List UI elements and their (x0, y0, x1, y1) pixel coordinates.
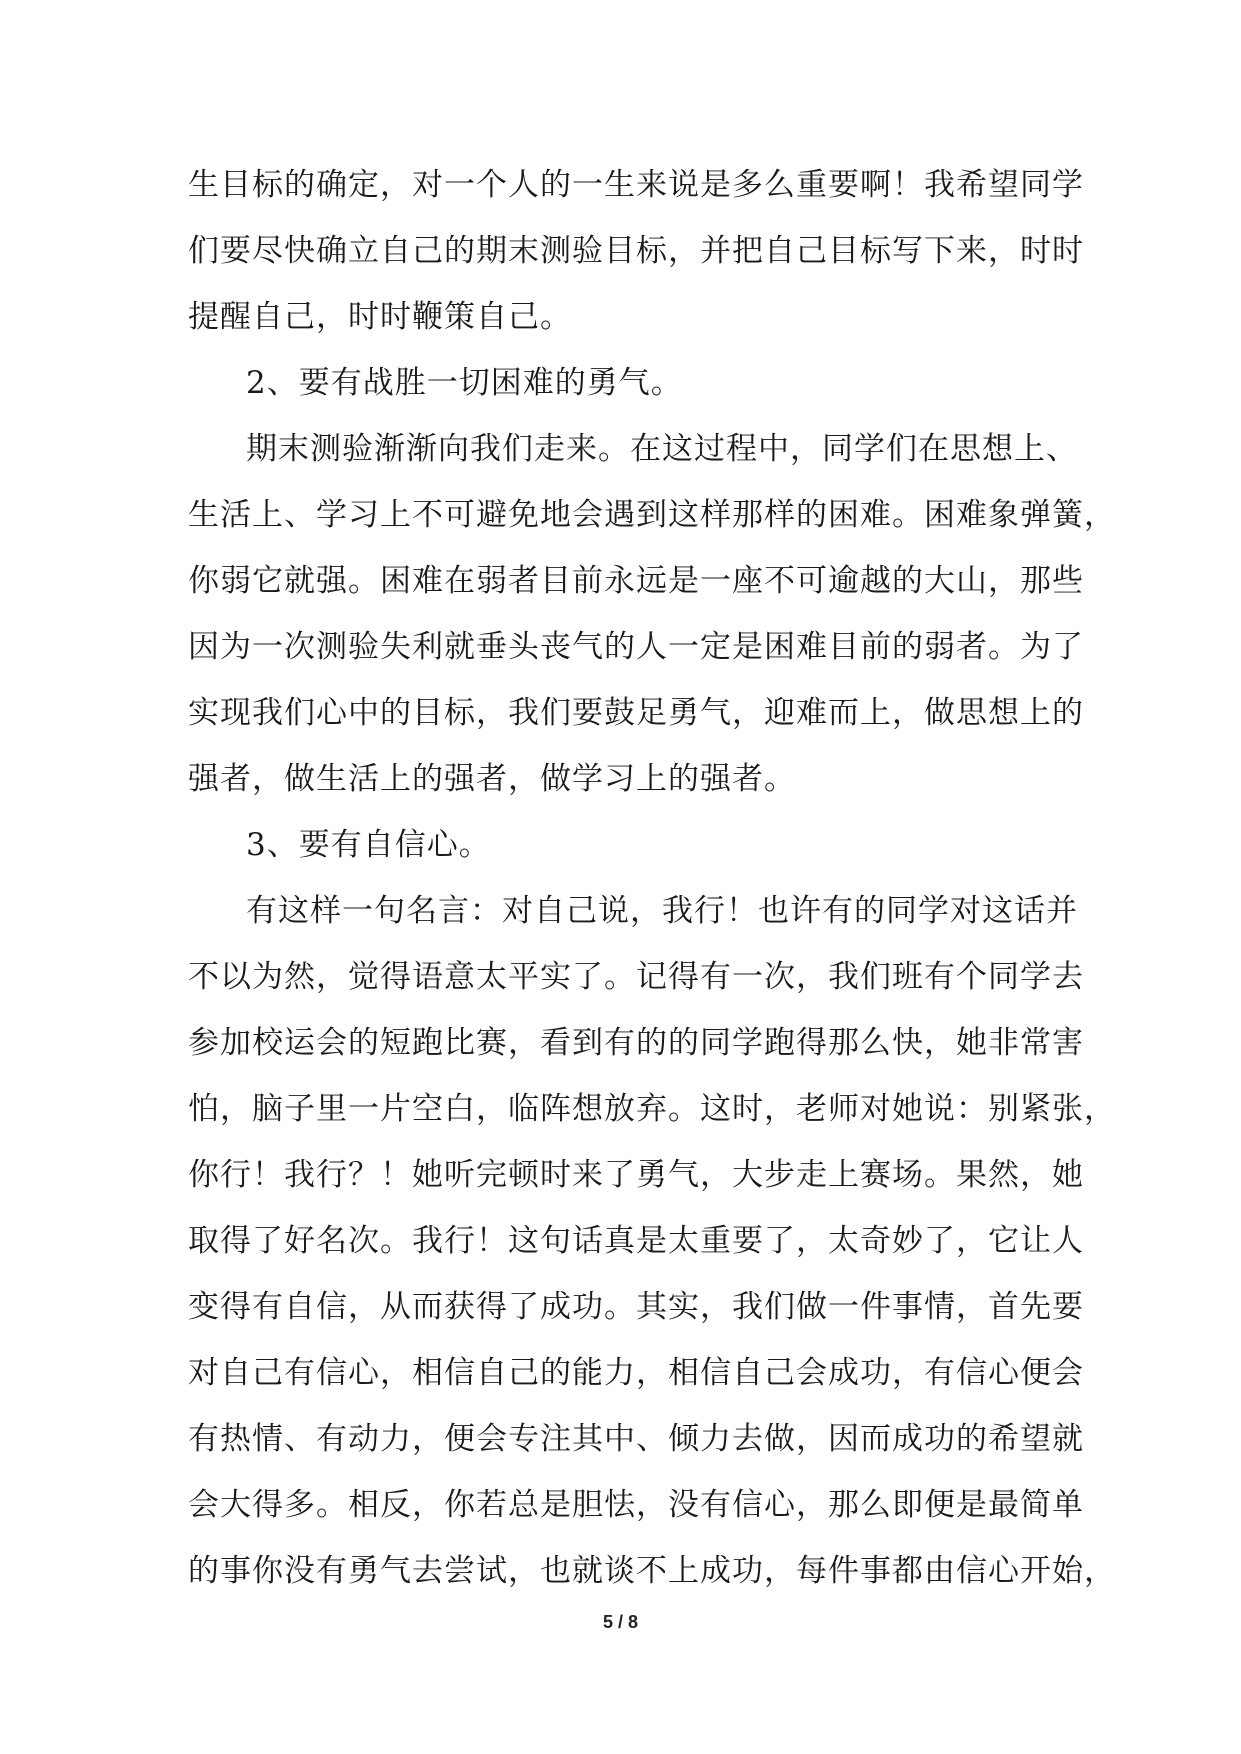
text-line: 会大得多。相反，你若总是胆怯，没有信心，那么即便是最简单 (188, 1487, 1084, 1523)
text-line: 怕，脑子里一片空白，临阵想放弃。这时，老师对她说：别紧张， (188, 1091, 1116, 1127)
text-line: 取得了好名次。我行！这句话真是太重要了，太奇妙了，它让人 (188, 1223, 1084, 1259)
text-line: 不以为然，觉得语意太平实了。记得有一次，我们班有个同学去 (188, 959, 1084, 995)
text-line: 变得有自信，从而获得了成功。其实，我们做一件事情，首先要 (188, 1289, 1084, 1325)
text-line: 参加校运会的短跑比赛，看到有的的同学跑得那么快，她非常害 (188, 1025, 1084, 1061)
text-line: 你行！我行？！她听完顿时来了勇气，大步走上赛场。果然，她 (188, 1157, 1084, 1193)
text-line: 有这样一句名言：对自己说，我行！也许有的同学对这话并 (246, 893, 1078, 929)
text-line: 期末测验渐渐向我们走来。在这过程中，同学们在思想上、 (246, 431, 1078, 467)
page-number: 5 / 8 (602, 1612, 639, 1632)
text-line: 有热情、有动力，便会专注其中、倾力去做，因而成功的希望就 (188, 1421, 1084, 1457)
text-line: 生活上、学习上不可避免地会遇到这样那样的困难。困难象弹簧， (188, 497, 1116, 533)
text-line: 的事你没有勇气去尝试，也就谈不上成功，每件事都由信心开始， (188, 1553, 1116, 1589)
text-line: 们要尽快确立自己的期末测验目标，并把自己目标写下来，时时 (188, 233, 1084, 269)
text-line: 提醒自己，时时鞭策自己。 (188, 299, 572, 335)
text-line: 你弱它就强。困难在弱者目前永远是一座不可逾越的大山，那些 (188, 563, 1084, 599)
body-text (188, 152, 1116, 1604)
text-line: 实现我们心中的目标，我们要鼓足勇气，迎难而上，做思想上的 (188, 695, 1084, 731)
section-heading: 2、要有战胜一切困难的勇气。 (246, 365, 683, 401)
text-line: 强者，做生活上的强者，做学习上的强者。 (188, 761, 796, 797)
text-line: 生目标的确定，对一个人的一生来说是多么重要啊！我希望同学 (188, 167, 1084, 203)
text-line: 对自己有信心，相信自己的能力，相信自己会成功，有信心便会 (188, 1355, 1084, 1391)
section-heading: 3、要有自信心。 (246, 827, 491, 863)
text-line: 因为一次测验失利就垂头丧气的人一定是困难目前的弱者。为了 (188, 629, 1084, 665)
